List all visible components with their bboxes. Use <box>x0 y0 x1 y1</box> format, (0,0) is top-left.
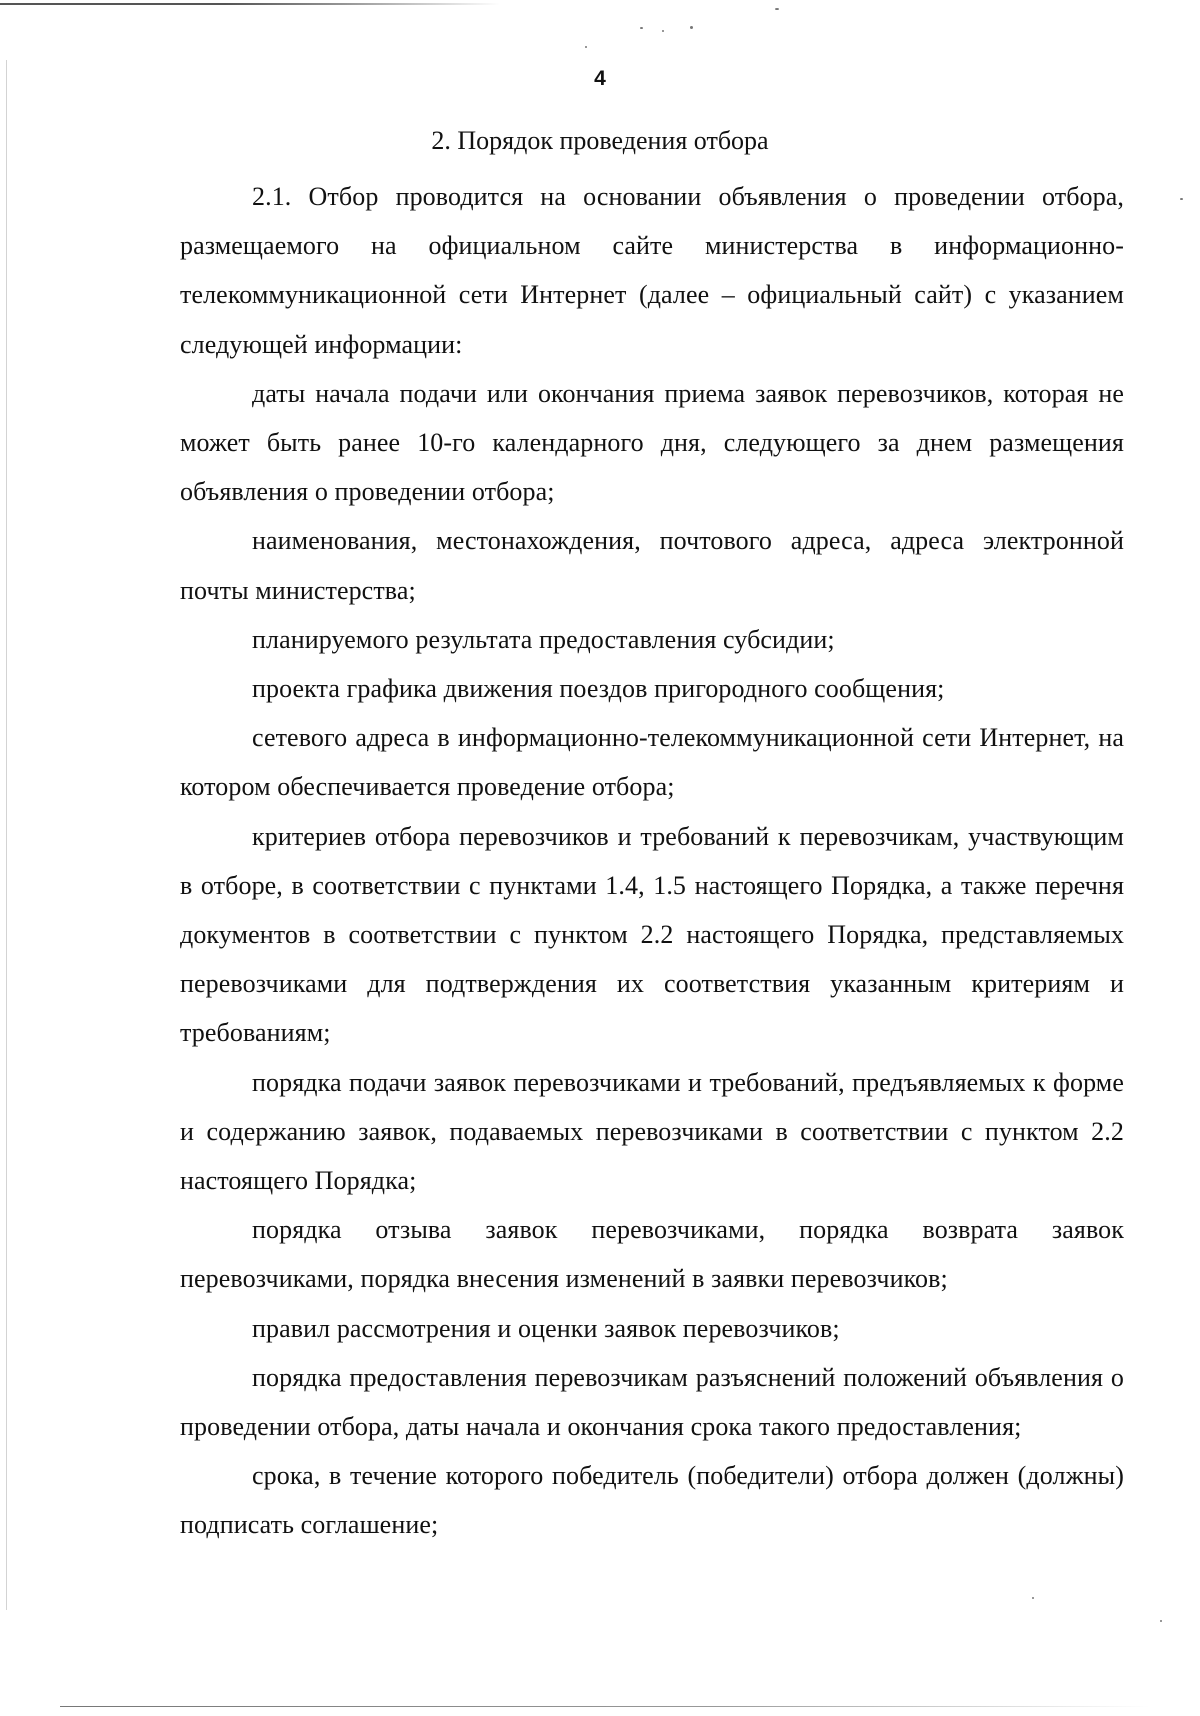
paragraph-planned-result: планируемого результата предоставления субсидии; <box>252 624 835 654</box>
paragraph-criteria: критериев отбора перевозчиков и требований к перевозчикам, участвующим в отборе, в соответствии с пунктами 1.4, 1.5 настоящего Порядка, а также перечня документов в соответствии с пунктом 2.2 настоящего Порядка, представляемых перевозчиками для подтверждения их соответствия указанным критериям и требованиям; <box>180 821 1124 1048</box>
scan-speck <box>585 46 587 48</box>
scan-speck <box>775 8 779 10</box>
scan-speck <box>1180 198 1183 200</box>
paragraph-application-withdrawal: порядка отзыва заявок перевозчиками, порядка возврата заявок перевозчиками, порядка внесения изменений в заявки перевозчиков; <box>180 1215 1124 1294</box>
scan-artifact-top-line <box>0 3 500 5</box>
paragraph-train-schedule: проекта графика движения поездов пригородного сообщения; <box>252 674 945 704</box>
document-body <box>180 172 1124 1550</box>
scan-artifact-bottom-line <box>60 1706 1150 1707</box>
paragraph-ministry-details: наименования, местонахождения, почтового адреса, адреса электронной почты министерства; <box>180 526 1124 605</box>
paragraph-application-submission: порядка подачи заявок перевозчиками и требований, предъявляемых к форме и содержанию заявок, подаваемых перевозчиками в соответствии с пунктом 2.2 настоящего Порядка; <box>180 1067 1124 1196</box>
paragraph-review-rules: правил рассмотрения и оценки заявок перевозчиков; <box>252 1313 840 1343</box>
paragraph-2-1: 2.1. Отбор проводится на основании объявления о проведении отбора, размещаемого на официальном сайте министерства в информационно-телекоммуникационной сети Интернет (далее – официальный сайт) с указанием следующей информации: <box>180 182 1124 359</box>
paragraph-clarifications: порядка предоставления перевозчикам разъяснений положений объявления о проведении отбора, даты начала и окончания срока такого предоставления; <box>180 1362 1124 1442</box>
scan-artifact-left-edge <box>6 60 7 1610</box>
paragraph-network-address: сетевого адреса в информационно-телекоммуникационной сети Интернет, на котором обеспечивается проведение отбора; <box>180 723 1124 802</box>
scan-speck <box>690 26 693 29</box>
scan-speck <box>662 30 664 32</box>
scan-speck <box>1160 1620 1162 1622</box>
scan-speck <box>1032 1597 1034 1599</box>
paragraph-agreement-term: срока, в течение которого победитель (победители) отбора должен (должны) подписать соглашение; <box>180 1461 1124 1540</box>
page-number: 4 <box>594 67 606 90</box>
section-title: 2. Порядок проведения отбора <box>431 126 769 155</box>
paragraph-dates: даты начала подачи или окончания приема заявок перевозчиков, которая не может быть ранее 10-го календарного дня, следующего за днем размещения объявления о проведении отбора; <box>180 378 1124 507</box>
scan-speck <box>640 27 643 29</box>
